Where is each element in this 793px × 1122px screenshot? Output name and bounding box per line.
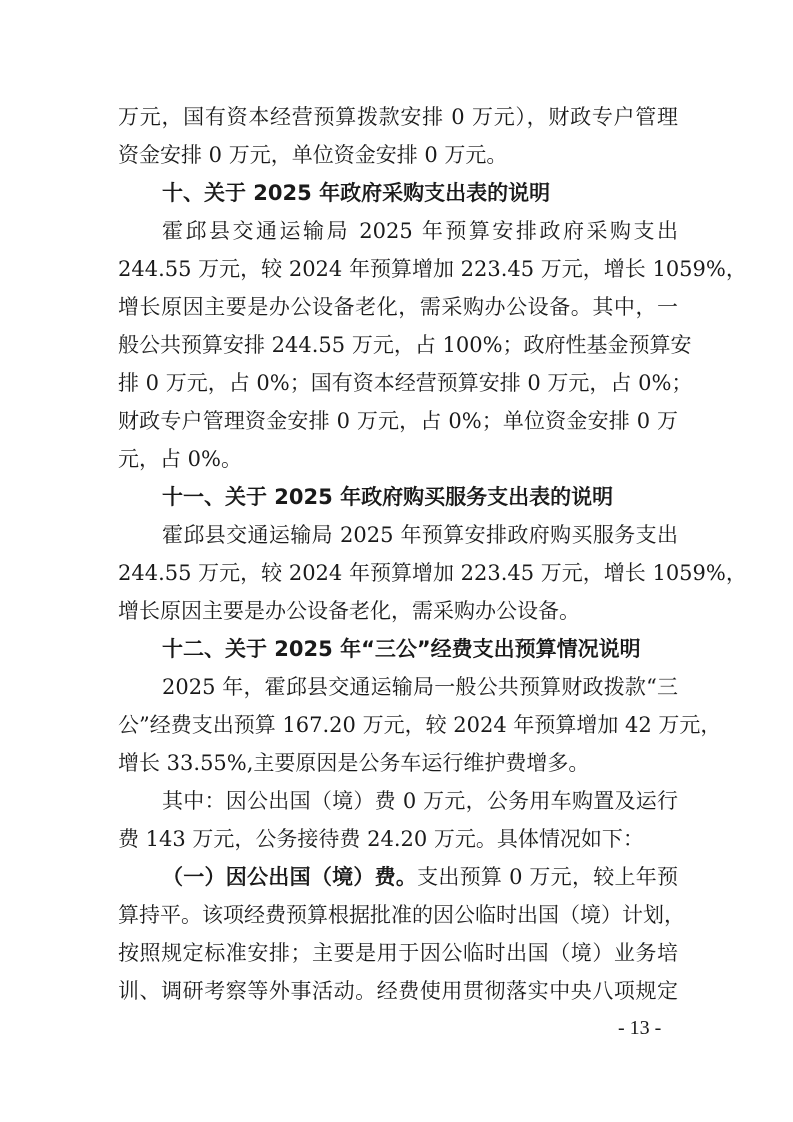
subsection-line [162, 858, 678, 896]
paragraph-line: 增长 33.55%,主要原因是公务车运行维护费增多。 [118, 751, 590, 775]
paragraph-line: 训、调研考察等外事活动。经费使用贯彻落实中央八项规定 [118, 979, 678, 1003]
paragraph-line: 244.55 万元，较 2024 年预算增加 223.45 万元，增长 1059%， [118, 561, 747, 585]
subsection-title: （一）因公出国（境）费。 [162, 865, 418, 889]
paragraph-line: 增长原因主要是办公设备老化，需采购办公设备。其中，一 [118, 295, 678, 319]
section-heading: 十二、关于 2025 年“三公”经费支出预算情况说明 [162, 637, 641, 661]
paragraph-line: 般公共预算安排 244.55 万元，占 100%；政府性基金预算安 [118, 333, 692, 357]
paragraph-line: 财政专户管理资金安排 0 万元，占 0%；单位资金安排 0 万 [118, 409, 678, 433]
paragraph-line: 排 0 万元，占 0%；国有资本经营预算安排 0 万元，占 0%； [118, 371, 693, 395]
section-heading: 十、关于 2025 年政府采购支出表的说明 [162, 181, 551, 205]
paragraph-line: 霍邱县交通运输局 2025 年预算安排政府购买服务支出 [162, 523, 678, 547]
page-number: - 13 - [618, 1017, 662, 1039]
section-heading: 十一、关于 2025 年政府购买服务支出表的说明 [162, 485, 614, 509]
paragraph-line: 算持平。该项经费预算根据批准的因公临时出国（境）计划， [118, 903, 685, 927]
paragraph-line: 2025 年，霍邱县交通运输局一般公共预算财政拨款“三 [162, 675, 678, 699]
paragraph-line: 其中：因公出国（境）费 0 万元，公务用车购置及运行 [162, 789, 678, 813]
paragraph-line: 资金安排 0 万元，单位资金安排 0 万元。 [118, 143, 508, 167]
paragraph-line: 增长原因主要是办公设备老化，需采购办公设备。 [118, 599, 580, 623]
paragraph-line: 费 143 万元，公务接待费 24.20 万元。具体情况如下： [118, 827, 644, 851]
paragraph-line: 按照规定标准安排；主要是用于因公临时出国（境）业务培 [118, 941, 678, 965]
subsection-text: 支出预算 0 万元，较上年预 [417, 865, 678, 889]
paragraph-line: 霍邱县交通运输局 2025 年预算安排政府采购支出 [162, 219, 678, 243]
paragraph-line: 元，占 0%。 [118, 447, 242, 471]
paragraph-line: 万元，国有资本经营预算拨款安排 0 万元），财政专户管理 [118, 105, 678, 129]
paragraph-line: 公”经费支出预算 167.20 万元，较 2024 年预算增加 42 万元， [118, 713, 722, 737]
paragraph-line: 244.55 万元，较 2024 年预算增加 223.45 万元，增长 1059%， [118, 257, 747, 281]
